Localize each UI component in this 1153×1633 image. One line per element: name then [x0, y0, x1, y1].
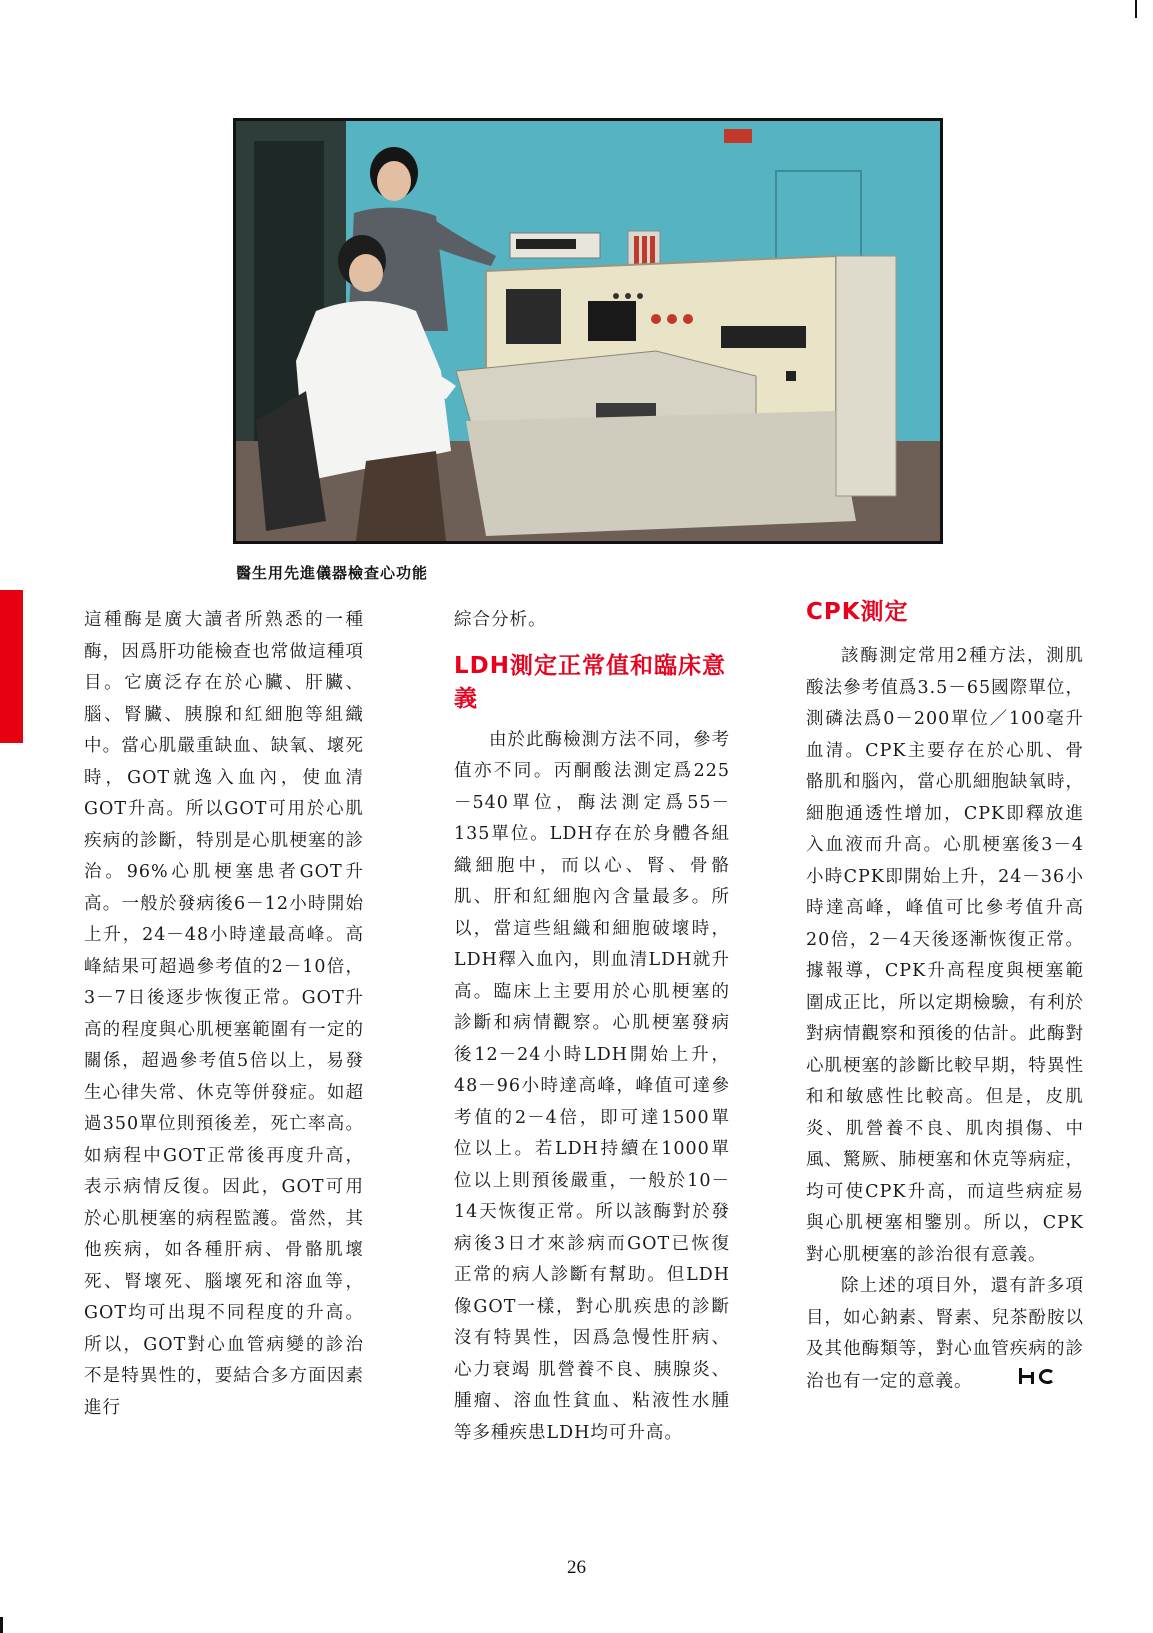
- hc-logo: [983, 1366, 1056, 1398]
- column-1-paragraph: 這種酶是廣大讀者所熟悉的一種酶，因爲肝功能檢查也常做這種項目。它廣泛存在於心臟、肝臟、腦、腎臟、胰腺和紅細胞等組織中。當心肌嚴重缺血、缺氧、壞死時，GOT就逸入血內，使血清GOT升高。所以GOT可用於心肌疾病的診斷，特別是心肌梗塞的診治。96%心肌梗塞患者GOT升高。一般於發病後6－12小時開始上升，24－48小時達最高峰。高峰結果可超過參考值的2－10倍，3－7日後逐步恢復正常。GOT升高的程度與心肌梗塞範圍有一定的關係，超過參考值5倍以上，易發生心律失常、休克等併發症。如超過350單位則預後差，死亡率高。如病程中GOT正常後再度升高，表示病情反復。因此，GOT可用於心肌梗塞的病程監護。當然，其他疾病，如各種肝病、骨骼肌壞死、腎壞死、腦壞死和溶血等，GOT均可出現不同程度的升高。所以，GOT對心血管病變的診治不是特異性的，要結合多方面因素進行: [84, 610, 364, 1418]
- ldh-section-heading: LDH測定正常值和臨床意義: [454, 652, 726, 712]
- column-3-paragraph-2-text: 除上述的項目外，還有許多項目，如心鈉素、腎素、兒茶酚胺以及其他酶類等，對心血管疾病的診治也有一定的意義。: [806, 1276, 1084, 1391]
- crop-mark-top-right: [1135, 0, 1137, 18]
- crop-mark-bottom-left: [0, 1617, 3, 1633]
- red-edge-tab: [0, 590, 23, 743]
- photo-illustration: [236, 121, 940, 541]
- laboratory-photo: [233, 118, 943, 544]
- cpk-section-heading: CPK測定: [806, 599, 909, 625]
- column-3-paragraph-2: [806, 1271, 1084, 1397]
- column-2-lead-text: 綜合分析。: [454, 610, 547, 630]
- photo-caption: 醫生用先進儀器檢查心功能: [236, 564, 429, 582]
- text-column-2: [454, 605, 730, 1449]
- page-number: 26: [567, 1557, 586, 1578]
- column-2-paragraph: 由於此酶檢測方法不同，參考值亦不同。丙酮酸法測定爲225－540單位，酶法測定爲55－135單位。LDH存在於身體各組織細胞中，而以心、腎、骨骼肌、肝和紅細胞內含量最多。所以，當這些組織和細胞破壞時，LDH釋入血內，則血清LDH就升高。臨床上主要用於心肌梗塞的診斷和病情觀察。心肌梗塞發病後12－24小時LDH開始上升，48－96小時達高峰，峰值可達參考值的2－4倍，即可達1500單位以上。若LDH持續在1000單位以上則預後嚴重，一般於10－14天恢復正常。所以該酶對於發病後3日才來診病而GOT已恢復正常的病人診斷有幫助。但LDH像GOT一樣，對心肌疾患的診斷沒有特異性，因爲急慢性肝病、心力衰竭 肌營養不良、胰腺炎、腫瘤、溶血性貧血、粘液性水腫等多種疾患LDH均可升高。: [454, 729, 730, 1443]
- hc-logo-mark: [1018, 1366, 1056, 1386]
- text-column-3: [806, 596, 1084, 1397]
- text-column-1: [84, 605, 364, 1424]
- column-3-paragraph-1: 該酶測定常用2種方法，測肌酸法參考值爲3.5－65國際單位，測磷法爲0－200單位／100毫升血清。CPK主要存在於心肌、骨骼肌和腦內，當心肌細胞缺氧時，細胞通透性增加，CPK即釋放進入血液而升高。心肌梗塞後3－4小時CPK即開始上升，24－36小時達高峰，峰值可比參考值升高20倍，2－4天後逐漸恢復正常。據報導，CPK升高程度與梗塞範圍成正比，所以定期檢驗，有利於對病情觀察和預後的估計。此酶對心肌梗塞的診斷比較早期，特異性和和敏感性比較高。但是，皮肌炎、肌營養不良、肌肉損傷、中風、驚厥、肺梗塞和休克等病症，均可使CPK升高，而這些病症易與心肌梗塞相鑒別。所以，CPK對心肌梗塞的診治很有意義。: [806, 646, 1084, 1265]
